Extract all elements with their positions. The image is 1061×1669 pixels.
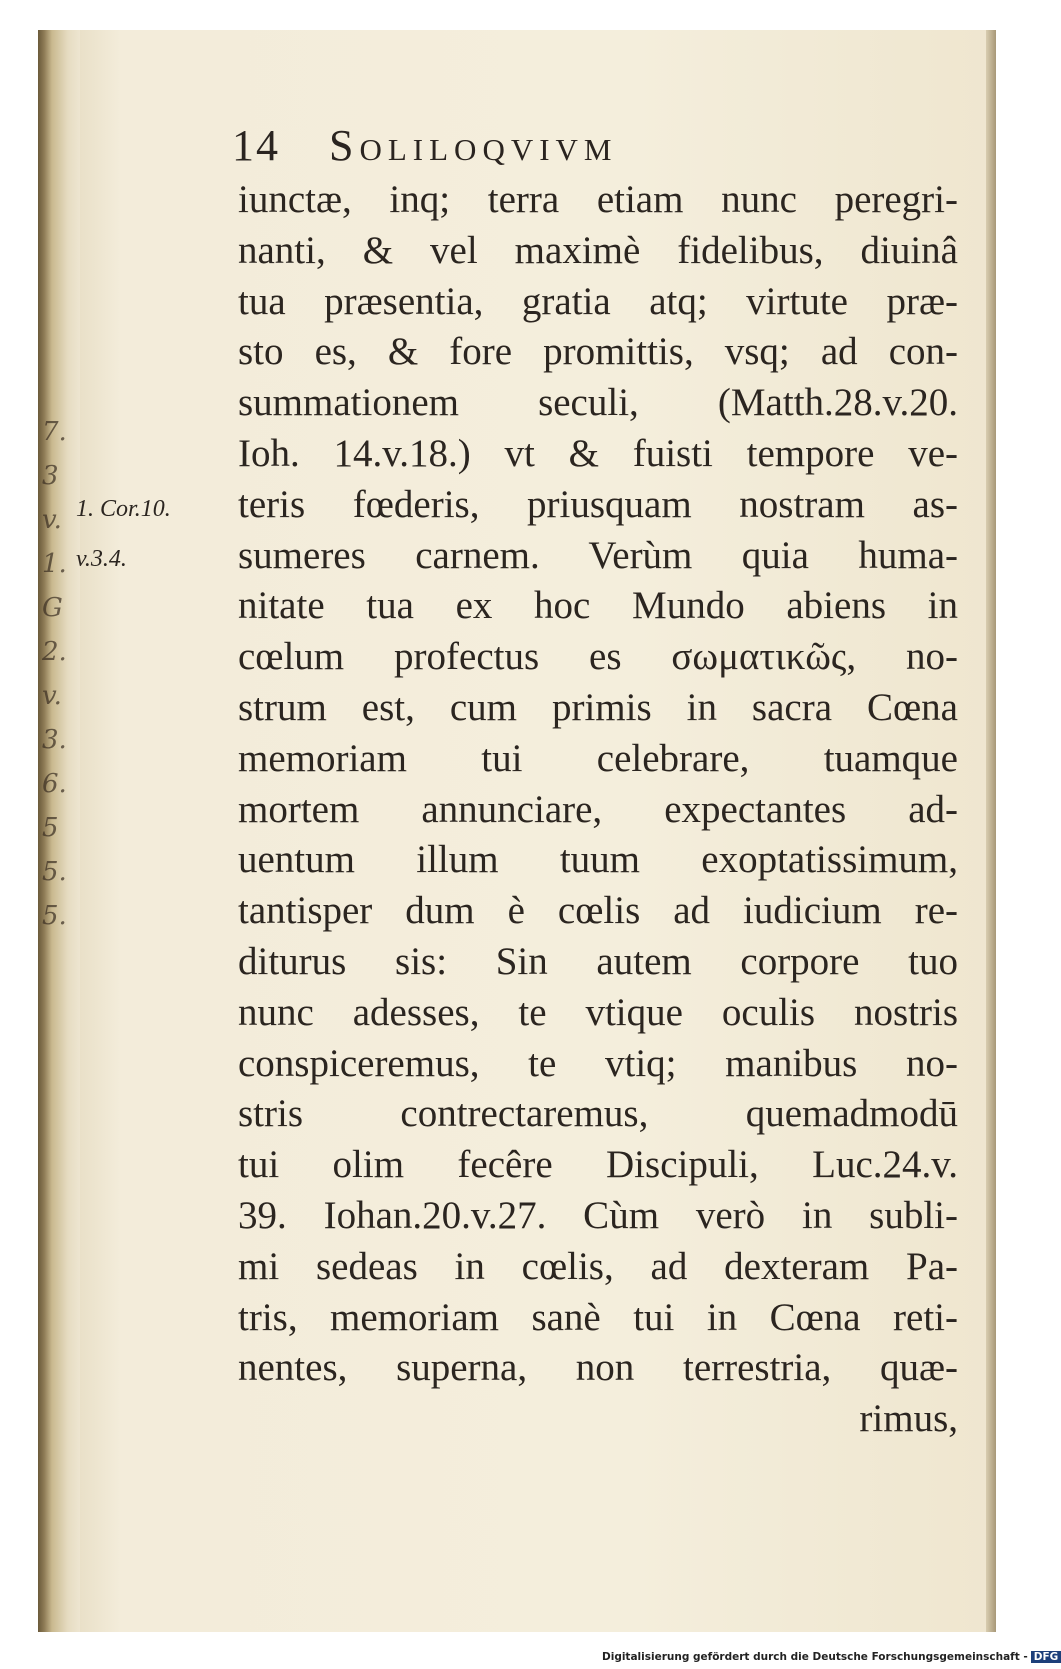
margin-note: v.3.4.: [76, 546, 127, 572]
bleed-mark: 5: [42, 813, 59, 843]
digitization-footer: [602, 1651, 1061, 1663]
bleed-mark: G: [42, 593, 63, 623]
page-header: [232, 120, 618, 171]
text-line: mi sedeas in cœlis, ad dexteram Pa-: [238, 1244, 958, 1288]
bleed-mark: 1.: [42, 549, 67, 579]
text-line: memoriam tui celebrare, tuamque: [238, 736, 958, 780]
text-line: diturus sis: Sin autem corpore tuo: [238, 939, 958, 983]
text-line: sto es, & fore promittis, vsq; ad con-: [238, 330, 958, 374]
margin-notes: [76, 484, 171, 584]
margin-note: 1. Cor.10.: [76, 496, 171, 522]
text-line: stris contrectaremus, quemadmodū: [238, 1092, 958, 1136]
bleed-mark: 3: [42, 461, 59, 491]
bleed-mark: 5.: [42, 901, 67, 931]
text-line: teris fœderis, priusquam nostram as-: [238, 482, 958, 526]
dfg-logo: DFG: [1031, 1651, 1061, 1663]
text-line: conspiceremus, te vtiq; manibus no-: [238, 1041, 958, 1085]
bleed-mark: 7.: [42, 417, 67, 447]
bleed-mark: 2.: [42, 637, 67, 667]
text-line: nentes, superna, non terrestria, quæ-: [238, 1346, 958, 1390]
text-line: rimus,: [859, 1397, 958, 1441]
text-line: tris, memoriam sanè tui in Cœna reti-: [238, 1295, 958, 1339]
bleed-mark: v.: [42, 681, 62, 711]
bleed-mark: 3.: [42, 725, 67, 755]
text-line: iunctæ, inq; terra etiam nunc peregri-: [238, 178, 958, 221]
text-line: mortem annunciare, expectantes ad-: [238, 787, 958, 831]
text-line: nunc adesses, te vtique oculis nostris: [238, 990, 958, 1034]
text-line: Ioh. 14.v.18.) vt & fuisti tempore ve-: [238, 431, 958, 475]
text-line: tua præsentia, gratia atq; virtute præ-: [238, 279, 958, 323]
text-line: summationem seculi, (Matth.28.v.20.: [238, 381, 958, 425]
bleed-mark: 5.: [42, 857, 67, 887]
page-number: 14: [232, 121, 280, 170]
body-text: [238, 175, 958, 1445]
bleed-mark: 6.: [42, 769, 67, 799]
text-line: sumeres carnem. Verùm quia huma-: [238, 533, 958, 577]
text-line: tantisper dum è cœlis ad iudicium re-: [238, 889, 958, 933]
text-line: cœlum profectus es σωματικῶς, no-: [238, 635, 958, 679]
running-title: Soliloqvivm: [329, 121, 618, 170]
bleed-mark: v.: [42, 505, 62, 535]
bleed-through-marks: [42, 410, 74, 938]
text-line: nitate tua ex hoc Mundo abiens in: [238, 584, 958, 628]
text-line: nanti, & vel maximè fidelibus, diuinâ: [238, 228, 958, 272]
text-line: strum est, cum primis in sacra Cœna: [238, 685, 958, 729]
text-line: 39. Iohan.20.v.27. Cùm verò in subli-: [238, 1193, 958, 1237]
footer-text: Digitalisierung gefördert durch die Deutsche Forschungsgemeinschaft -: [602, 1651, 1028, 1663]
text-line: tui olim fecêre Discipuli, Luc.24.v.: [238, 1143, 958, 1187]
page-edge: [986, 30, 996, 1632]
text-line: uentum illum tuum exoptatissimum,: [238, 838, 958, 882]
